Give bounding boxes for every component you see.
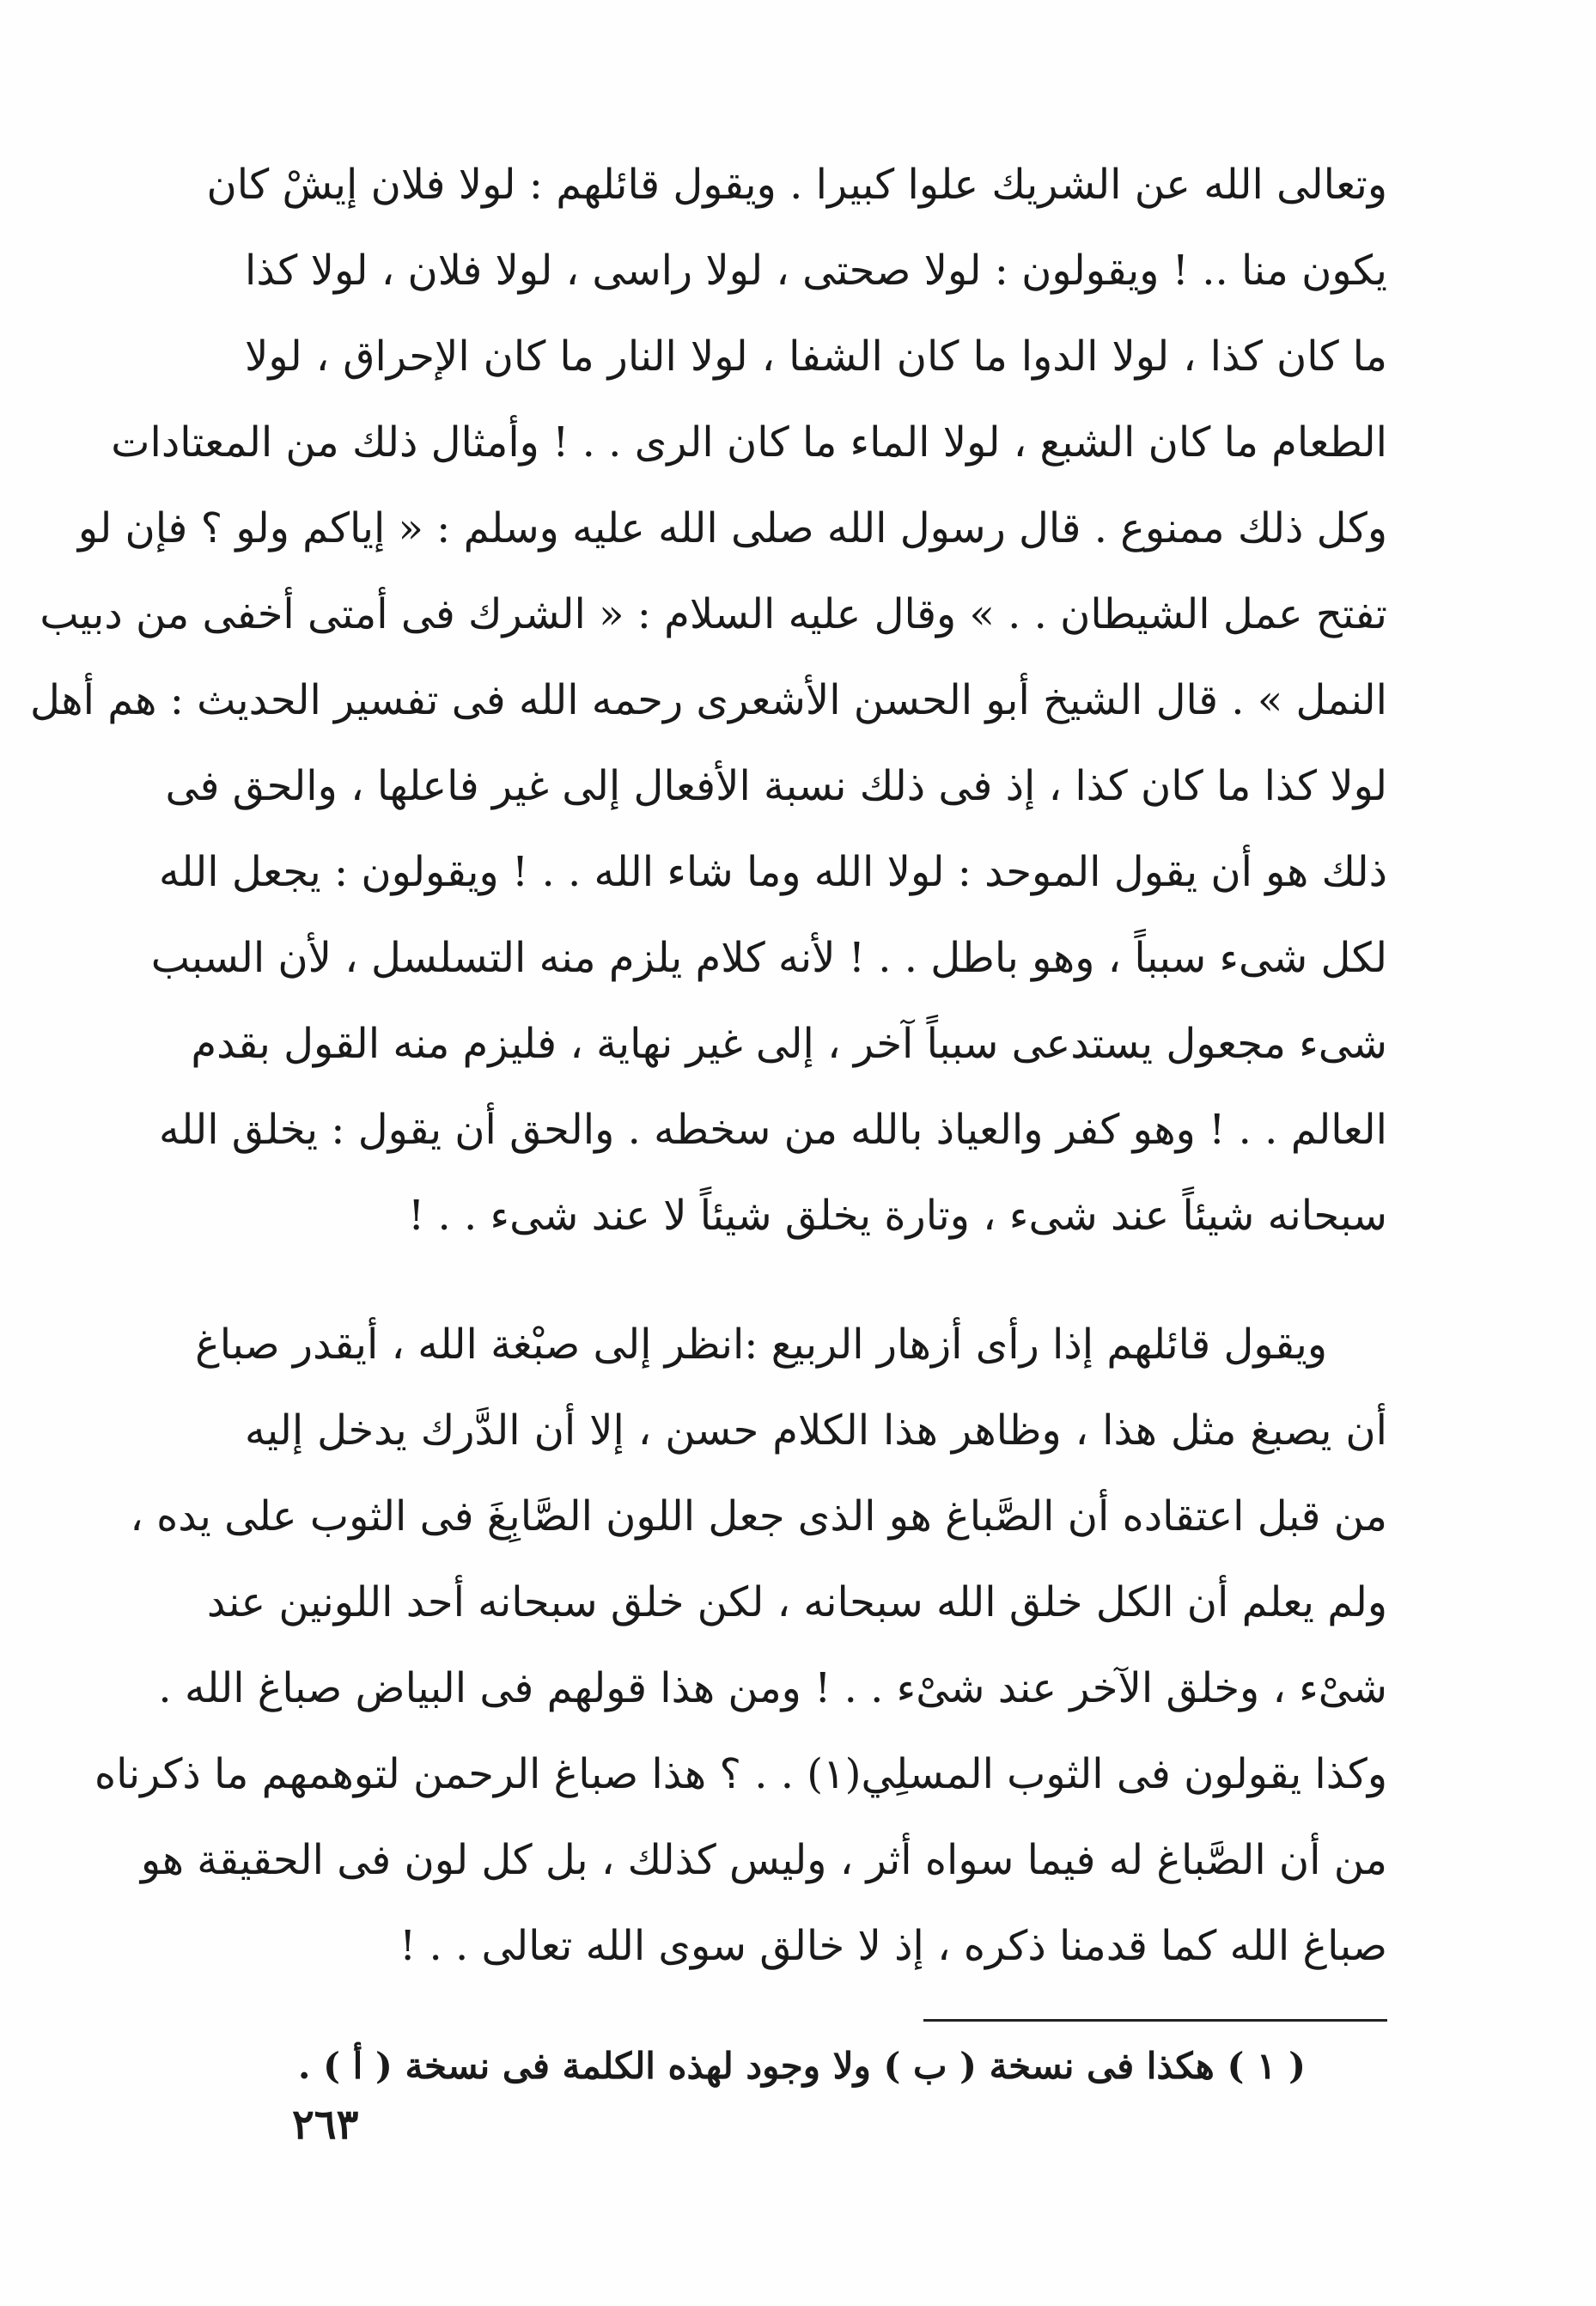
paragraph-2 <box>94 1302 1387 1989</box>
text-line: تفتح عمل الشيطان . . » وقال عليه السلام : « الشرك فى أمتى أخفى من دبيب <box>40 590 1387 638</box>
text-line: الطعام ما كان الشبع ، لولا الماء ما كان الرى . . ! وأمثال ذلك من المعتادات <box>111 418 1387 467</box>
text-line: العالم . . ! وهو كفر والعياذ بالله من سخطه . والحق أن يقول : يخلق الله <box>158 1106 1387 1154</box>
paragraph-1 <box>29 142 1387 1259</box>
text-line: ويقول قائلهم إذا رأى أزهار الربيع :انظر إلى صبْغة الله ، أيقدر صباغ <box>195 1321 1327 1369</box>
text-line: ولم يعلم أن الكل خلق الله سبحانه ، لكن خلق سبحانه أحد اللونين عند <box>206 1578 1387 1626</box>
text-line: من أن الصَّباغ له فيما سواه أثر ، وليس كذلك ، بل كل لون فى الحقيقة هو <box>140 1836 1387 1884</box>
text-line: لولا كذا ما كان كذا ، إذ فى ذلك نسبة الأفعال إلى غير فاعلها ، والحق فى <box>165 762 1387 810</box>
footnote-divider <box>923 2019 1387 2022</box>
page-number: ٢٦٣ <box>292 2101 359 2149</box>
text-line: النمل » . قال الشيخ أبو الحسن الأشعرى رحمه الله فى تفسير الحديث : هم أهل <box>29 676 1387 724</box>
text-line: صباغ الله كما قدمنا ذكره ، إذ لا خالق سوى الله تعالى . . ! <box>399 1922 1387 1970</box>
text-line: يكون منا .. ! ويقولون : لولا صحتى ، لولا راسى ، لولا فلان ، لولا كذا <box>245 247 1387 295</box>
text-line: وكل ذلك ممنوع . قال رسول الله صلى الله عليه وسلم : « إياكم ولو ؟ فإن لو <box>77 504 1387 552</box>
text-line: سبحانه شيئاً عند شىء ، وتارة يخلق شيئاً لا عند شىء . . ! <box>407 1192 1387 1240</box>
text-line: شىْء ، وخلق الآخر عند شىْء . . ! ومن هذا قولهم فى البياض صباغ الله . <box>158 1664 1387 1712</box>
text-line: أن يصبغ مثل هذا ، وظاهر هذا الكلام حسن ، إلا أن الدَّرك يدخل إليه <box>245 1406 1387 1455</box>
text-line: لكل شىء سبباً ، وهو باطل . . ! لأنه كلام يلزم منه التسلسل ، لأن السبب <box>150 934 1387 982</box>
text-line: ما كان كذا ، لولا الدوا ما كان الشفا ، لولا النار ما كان الإحراق ، لولا <box>245 332 1387 381</box>
text-line: ذلك هو أن يقول الموحد : لولا الله وما شاء الله . . ! ويقولون : يجعل الله <box>159 848 1387 896</box>
text-line: وتعالى الله عن الشريك علوا كبيرا . ويقول قائلهم : لولا فلان إيشْ كان <box>206 161 1387 209</box>
footnote: ( ١ ) هكذا فى نسخة ( ب ) ولا وجود لهذه الكلمة فى نسخة ( أ ) . <box>297 2045 1306 2087</box>
text-line: شىء مجعول يستدعى سبباً آخر ، إلى غير نهاية ، فليزم منه القول بقدم <box>191 1020 1387 1068</box>
text-line: وكذا يقولون فى الثوب المسلِي(١) . . ؟ هذا صباغ الرحمن لتوهمهم ما ذكرناه <box>94 1750 1387 1798</box>
text-line: من قبل اعتقاده أن الصَّباغ هو الذى جعل اللون الصَّابِغَ فى الثوب على يده ، <box>130 1492 1387 1540</box>
